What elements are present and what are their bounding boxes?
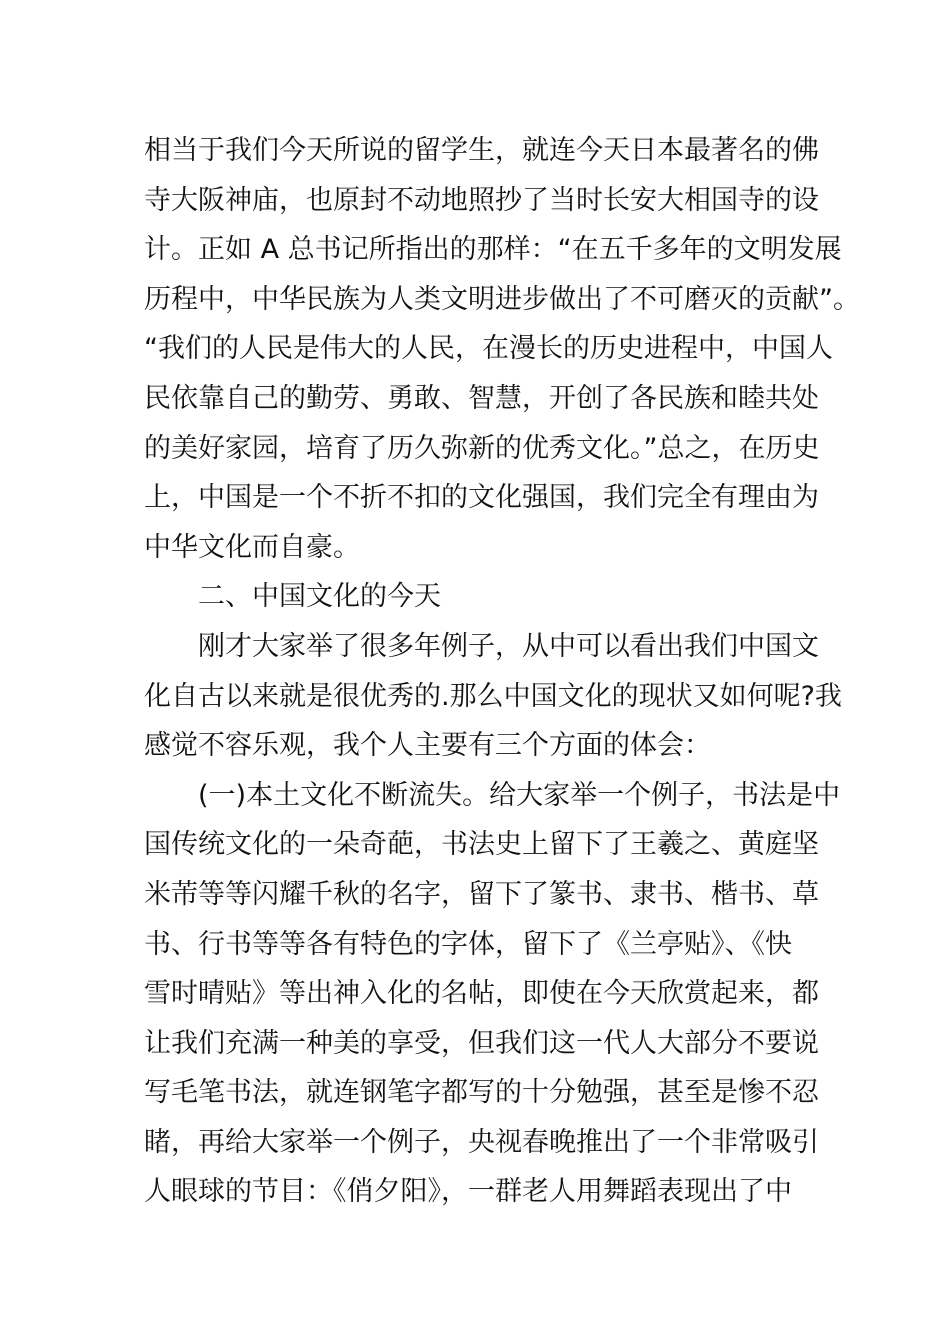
text-line: 相当于我们今天所说的留学生，就连今天日本最著名的佛 xyxy=(144,135,819,166)
text-line: 写毛笔书法，就连钢笔字都写的十分勉强，甚至是惨不忍 xyxy=(144,1077,819,1109)
text-line: 化自古以来就是很优秀的.那么中国文化的现状又如何呢?我 xyxy=(144,680,842,712)
text-line: 寺大阪神庙，也原封不动地照抄了当时长安大相国寺的设 xyxy=(144,184,819,216)
text-line: “我们的人民是伟大的人民，在漫长的历史进程中，中国人 xyxy=(144,333,833,365)
text-line: 让我们充满一种美的享受，但我们这一代人大部分不要说 xyxy=(144,1027,819,1059)
text-line: 国传统文化的一朵奇葩，书法史上留下了王羲之、黄庭坚 xyxy=(144,829,819,861)
text-line: 历程中，中华民族为人类文明进步做出了不可磨灭的贡献”。 xyxy=(144,283,860,315)
text-line: 上，中国是一个不折不扣的文化强国，我们完全有理由为 xyxy=(144,482,819,514)
document-body xyxy=(144,126,860,1217)
text-line: 书、行书等等各有特色的字体，留下了《兰亭贴》、《快 xyxy=(144,928,792,960)
text-line: 民依靠自己的勤劳、勇敢、智慧，开创了各民族和睦共处 xyxy=(144,382,819,414)
text-line: 中华文化而自豪。 xyxy=(144,531,360,563)
text-line: 睹，再给大家举一个例子，央视春晚推出了一个非常吸引 xyxy=(144,1126,819,1158)
text-line: 人眼球的节目：《俏夕阳》，一群老人用舞蹈表现出了中 xyxy=(144,1176,792,1208)
section-heading: 二、中国文化的今天 xyxy=(198,581,441,613)
text-line: 感觉不容乐观，我个人主要有三个方面的体会： xyxy=(144,730,711,762)
paragraph-start-line: (一)本土文化不断流失。给大家举一个例子，书法是中 xyxy=(198,779,841,811)
text-line: 雪时晴贴》等出神入化的名帖，即使在今天欣赏起来，都 xyxy=(144,978,819,1010)
text-line: 计。正如 A 总书记所指出的那样：“在五千多年的文明发展 xyxy=(144,234,842,266)
paragraph-start-line: 刚才大家举了很多年例子，从中可以看出我们中国文 xyxy=(198,630,819,662)
text-line: 的美好家园，培育了历久弥新的优秀文化。”总之，在历史 xyxy=(144,432,820,464)
text-line: 米芾等等闪耀千秋的名字，留下了篆书、隶书、楷书、草 xyxy=(144,878,819,910)
